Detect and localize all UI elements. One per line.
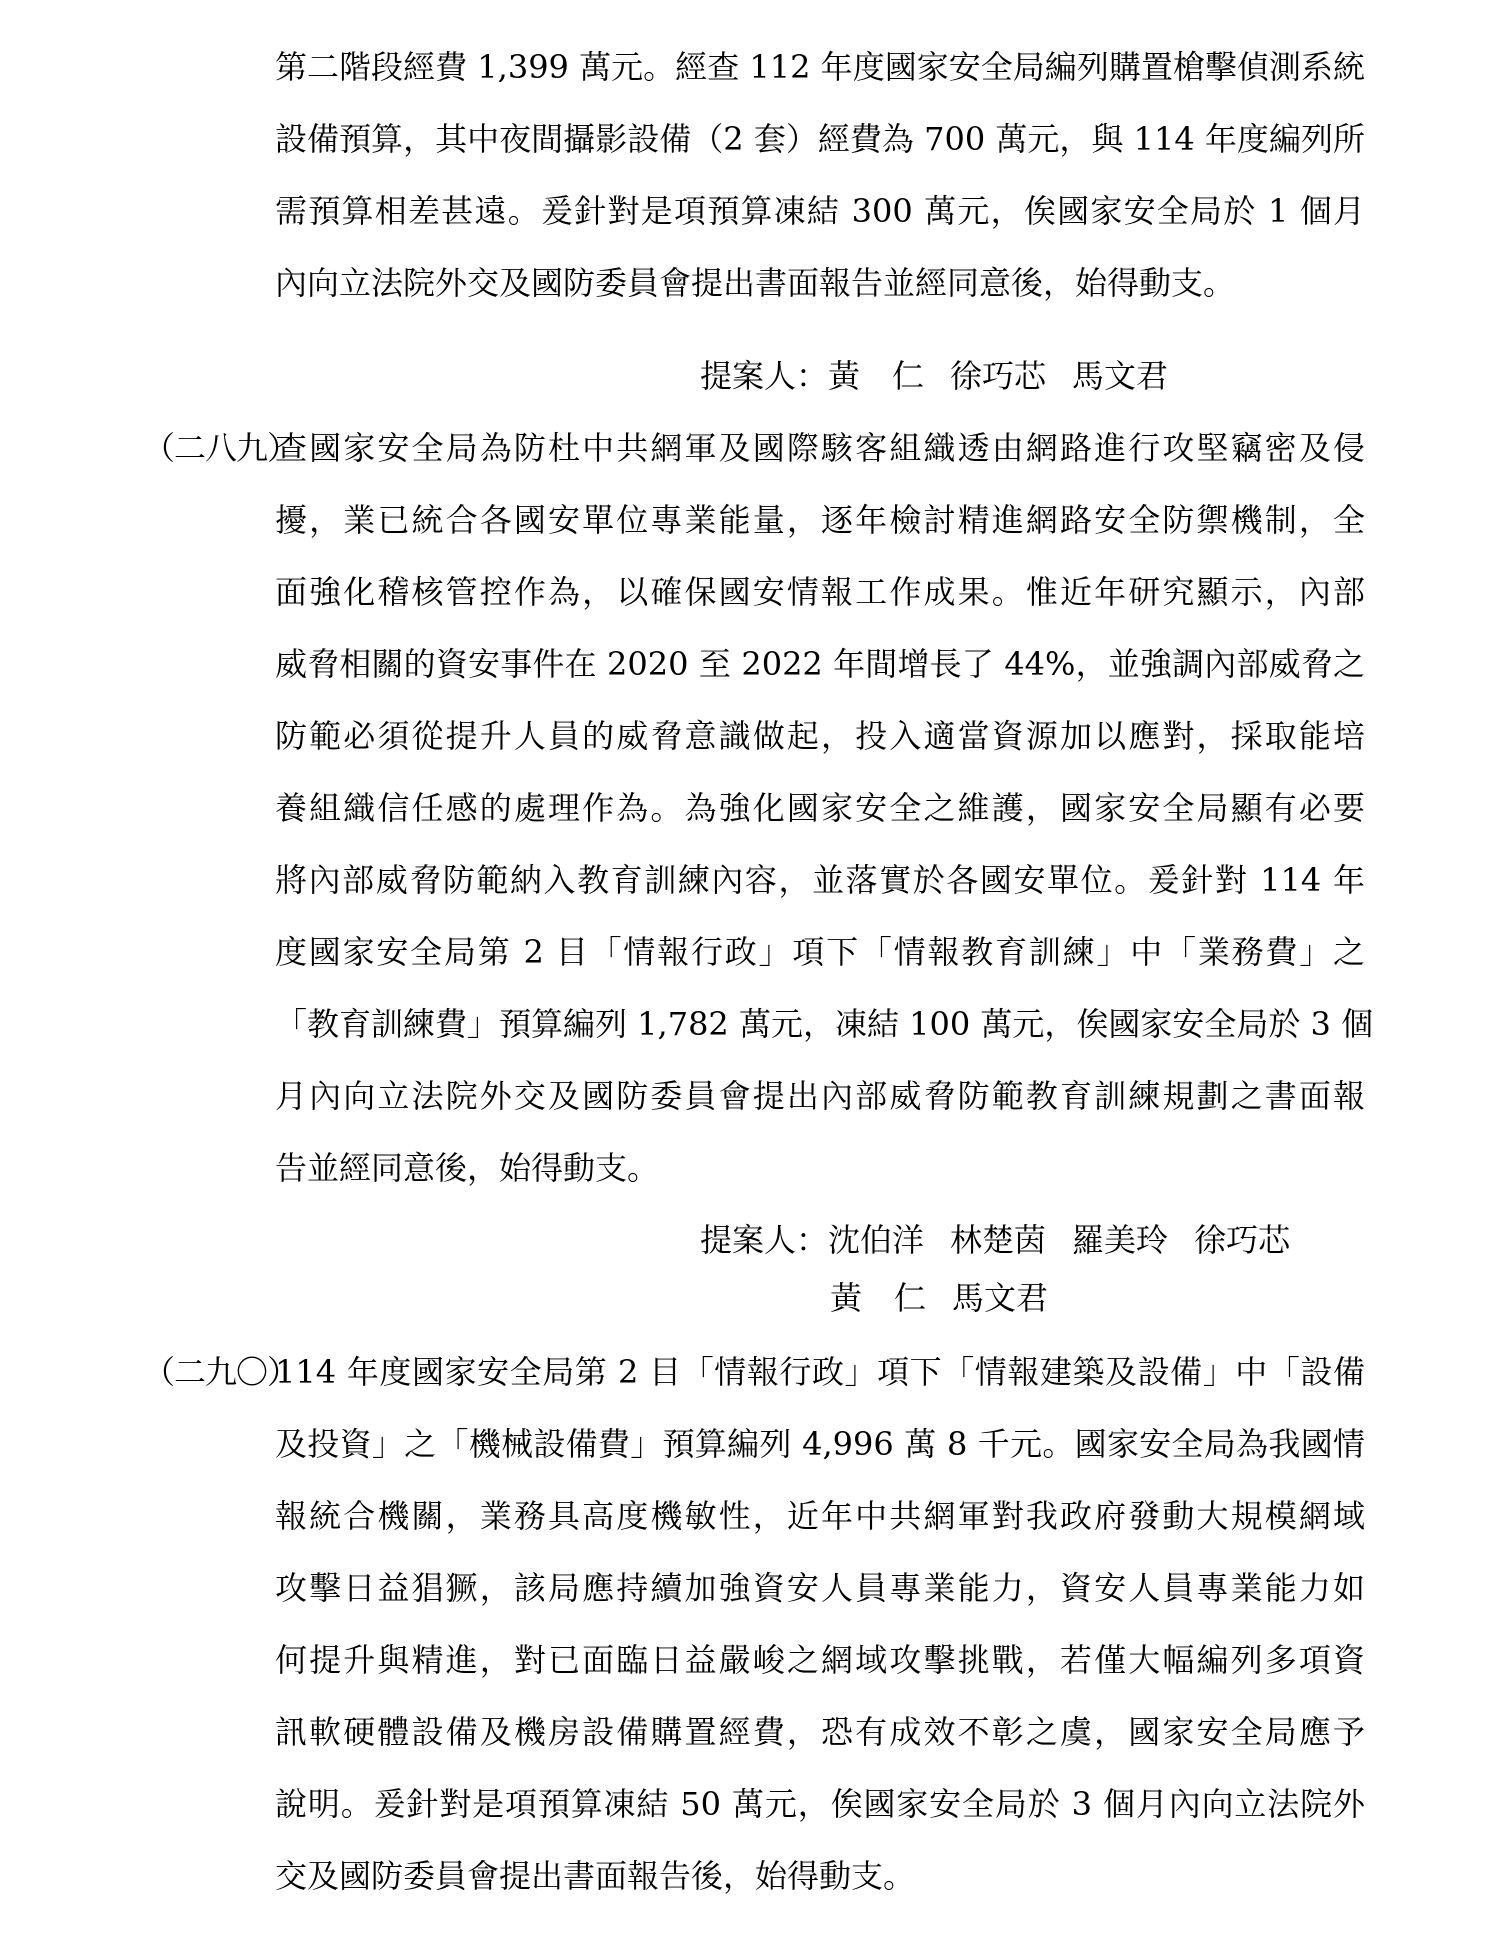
item-290-line-7: 說明。爰針對是項預算凍結 50 萬元，俟國家安全局於 3 個月內向立法院外 xyxy=(275,1785,1365,1823)
item-289-proposer-line-2 xyxy=(830,1262,1048,1334)
item-290-line-2: 及投資」之「機械設備費」預算編列 4,996 萬 8 千元。國家安全局為我國情 xyxy=(275,1425,1365,1463)
item-290-line-3: 報統合機關，業務具高度機敏性，近年中共網軍對我政府發動大規模網域 xyxy=(275,1497,1365,1535)
intro-line-4: 內向立法院外交及國防委員會提出書面報告並經同意後，始得動支。 xyxy=(275,264,1236,302)
intro-line-3: 需預算相差甚遠。爰針對是項預算凍結 300 萬元，俟國家安全局於 1 個月 xyxy=(275,192,1365,230)
item-289-line-3: 面強化稽核管控作為，以確保國安情報工作成果。惟近年研究顯示，內部 xyxy=(275,573,1365,611)
item-290-line-6: 訊軟硬體設備及機房設備購置經費，恐有成效不彰之虞，國家安全局應予 xyxy=(275,1713,1365,1751)
item-289-line-2: 擾，業已統合各國安單位專業能量，逐年檢討精進網路安全防禦機制，全 xyxy=(275,501,1365,539)
item-289-line-9: 「教育訓練費」預算編列 1,782 萬元，凍結 100 萬元，俟國家安全局於 3 個 xyxy=(275,1005,1374,1043)
intro-line-1: 第二階段經費 1,399 萬元。經查 112 年度國家安全局編列購置槍擊偵測系統 xyxy=(275,48,1365,86)
item-289-line-6: 養組織信任感的處理作為。為強化國家安全之維護，國家安全局顯有必要 xyxy=(275,789,1365,827)
item-289-line-11: 告並經同意後，始得動支。 xyxy=(275,1149,660,1187)
item-290-line-5: 何提升與精進，對已面臨日益嚴峻之網域攻擊挑戰，若僅大幅編列多項資 xyxy=(275,1641,1365,1679)
item-290-number: （二九〇） xyxy=(143,1353,299,1391)
item-289-line-4: 威脅相關的資安事件在 2020 至 2022 年間增長了 44%，並強調內部威脅之 xyxy=(275,645,1365,683)
proposer-name: 馬文君 xyxy=(1072,357,1169,395)
item-289-line-10: 月內向立法院外交及國防委員會提出內部威脅防範教育訓練規劃之書面報 xyxy=(275,1077,1365,1115)
item-289-line-8: 度國家安全局第 2 目「情報行政」項下「情報教育訓練」中「業務費」之 xyxy=(275,933,1365,971)
proposer-name: 徐巧芯 xyxy=(950,357,1047,395)
proposer-name: 林楚茵 xyxy=(950,1221,1047,1259)
proposer-label: 提案人： xyxy=(700,1221,829,1259)
item-290-line-4: 攻擊日益猖獗，該局應持續加強資安人員專業能力，資安人員專業能力如 xyxy=(275,1569,1365,1607)
intro-line-2: 設備預算，其中夜間攝影設備（2 套）經費為 700 萬元，與 114 年度編列所 xyxy=(275,120,1365,158)
intro-proposer-line xyxy=(700,340,1168,412)
item-289-number: （二八九） xyxy=(143,429,299,467)
proposer-name: 黃 仁 xyxy=(830,1279,927,1317)
proposer-name: 羅美玲 xyxy=(1072,1221,1169,1259)
item-290-line-8: 交及國防委員會提出書面報告後，始得動支。 xyxy=(275,1857,916,1895)
item-290-line-1: 114 年度國家安全局第 2 目「情報行政」項下「情報建築及設備」中「設備 xyxy=(275,1353,1365,1391)
proposer-name: 徐巧芯 xyxy=(1194,1221,1291,1259)
item-289-line-1: 查國家安全局為防杜中共網軍及國際駭客組織透由網路進行攻堅竊密及侵 xyxy=(275,429,1365,467)
proposer-name: 黃 仁 xyxy=(828,357,925,395)
proposer-name: 沈伯洋 xyxy=(828,1221,925,1259)
proposer-label: 提案人： xyxy=(700,357,829,395)
proposer-name: 馬文君 xyxy=(952,1279,1049,1317)
item-289-line-7: 將內部威脅防範納入教育訓練內容，並落實於各國安單位。爰針對 114 年 xyxy=(275,861,1365,899)
item-289-line-5: 防範必須從提升人員的威脅意識做起，投入適當資源加以應對，採取能培 xyxy=(275,717,1365,755)
